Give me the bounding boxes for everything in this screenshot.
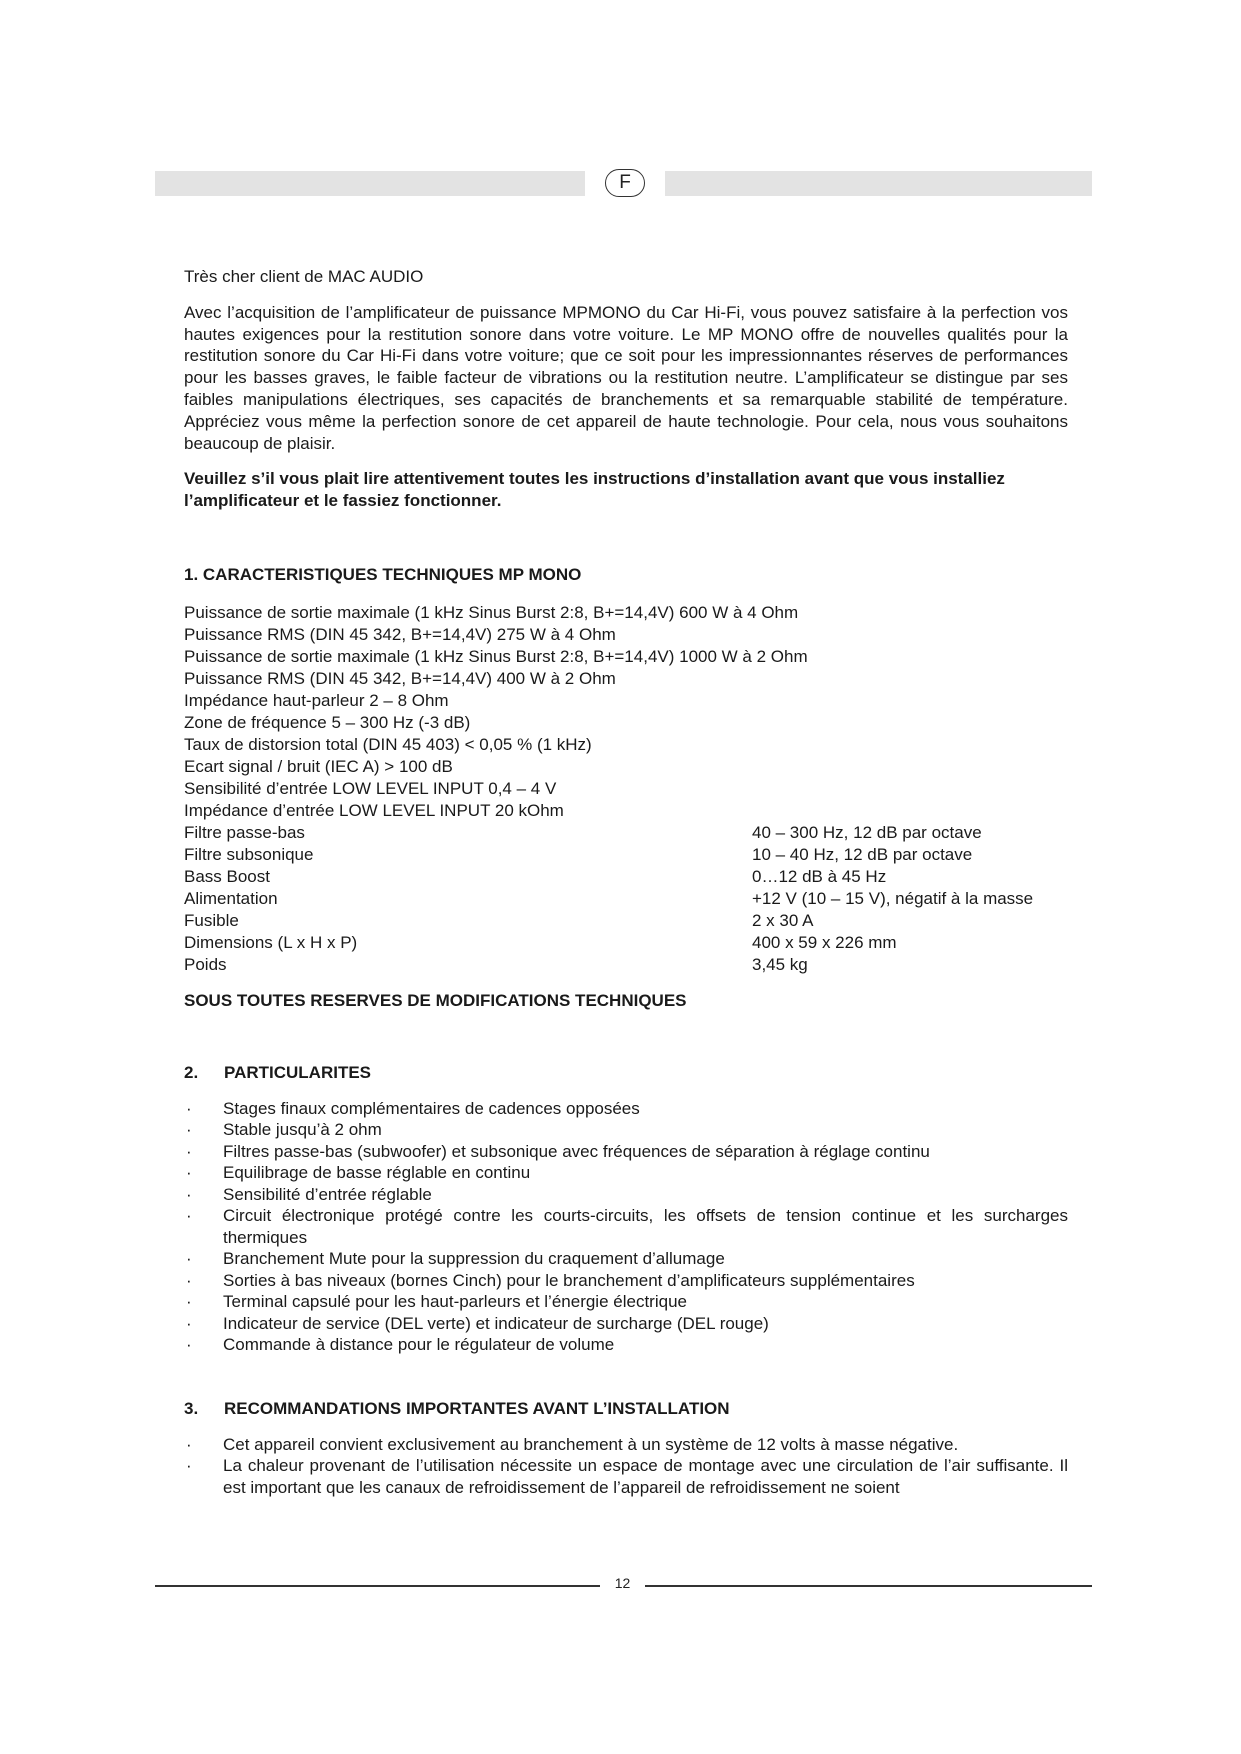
section-1-heading: 1. CARACTERISTIQUES TECHNIQUES MP MONO <box>184 564 582 584</box>
spec-value: 400 x 59 x 226 mm <box>752 932 897 952</box>
spec-line: Puissance RMS (DIN 45 342, B+=14,4V) 275 W à 4 Ohm <box>184 624 616 644</box>
spec-value: 10 – 40 Hz, 12 dB par octave <box>752 844 973 864</box>
spec-value: 0…12 dB à 45 Hz <box>752 866 887 886</box>
list-item: · Indicateur de service (DEL verte) et indicateur de surcharge (DEL rouge) <box>184 1313 1068 1335</box>
notice-paragraph: Veuillez s’il vous plait lire attentivement toutes les instructions d’installation avant que vous installiez l’amplificateur et le fassiez fonctionner. <box>184 469 1005 511</box>
spec-row <box>184 932 1068 954</box>
spec-label: Poids <box>184 954 227 974</box>
page-content <box>184 266 1068 1498</box>
spec-value: +12 V (10 – 15 V), négatif à la masse <box>752 888 1034 908</box>
list-item: · La chaleur provenant de l’utilisation nécessite un espace de montage avec une circulation de l’air suffisante. Il est important que les canaux de refroidissement de l’appareil de refroidissement ne soient <box>184 1455 1068 1498</box>
greeting: Très cher client de MAC AUDIO <box>184 267 424 286</box>
spec-row <box>184 866 1068 888</box>
spec-label: Dimensions (L x H x P) <box>184 932 358 952</box>
footer-rule-right <box>645 1585 1092 1587</box>
spec-row <box>184 888 1068 910</box>
spec-value: 3,45 kg <box>752 954 808 974</box>
spec-line: Impédance haut-parleur 2 – 8 Ohm <box>184 690 449 710</box>
section-title: PARTICULARITES <box>224 1062 372 1082</box>
spec-row <box>184 822 1068 844</box>
spec-line: Puissance de sortie maximale (1 kHz Sinus Burst 2:8, B+=14,4V) 1000 W à 2 Ohm <box>184 646 808 666</box>
spec-label: Filtre subsonique <box>184 844 314 864</box>
list-item: · Terminal capsulé pour les haut-parleurs et l’énergie électrique <box>184 1291 1068 1313</box>
list-item: · Stages finaux complémentaires de cadences opposées <box>184 1098 1068 1120</box>
section-3-heading <box>184 1398 1068 1420</box>
list-item: · Branchement Mute pour la suppression du craquement d’allumage <box>184 1248 1068 1270</box>
spec-row <box>184 910 1068 932</box>
section-number: 2. <box>184 1062 199 1082</box>
section-number: 3. <box>184 1398 199 1418</box>
spec-row <box>184 844 1068 866</box>
page-number: 12 <box>614 1575 631 1591</box>
spec-value: 40 – 300 Hz, 12 dB par octave <box>752 822 982 842</box>
spec-line: Impédance d’entrée LOW LEVEL INPUT 20 kOhm <box>184 800 564 820</box>
spec-label: Bass Boost <box>184 866 270 886</box>
spec-row <box>184 954 1068 976</box>
features-list <box>184 1098 1068 1356</box>
list-item: · Equilibrage de basse réglable en continu <box>184 1162 1068 1184</box>
recommendations-list <box>184 1434 1068 1499</box>
spec-label: Fusible <box>184 910 239 930</box>
list-item: · Commande à distance pour le régulateur de volume <box>184 1334 1068 1356</box>
intro-paragraph: Avec l’acquisition de l’amplificateur de puissance MPMONO du Car Hi-Fi, vous pouvez satisfaire à la perfection vos hautes exigences pour la restitution sonore dans votre voiture. Le MP MONO offre de nouvelles qualités pour la restitution sonore du Car Hi-Fi dans votre voiture; que ce soit pour les impressionnantes réserves de performances pour les basses graves, le faible facteur de vibrations ou la restitution neutre. L’amplificateur se distingue par ses faibles manipulations électriques, ses capacités de branchements et sa remarquable stabilité de température. Appréciez vous même la perfection sonore de cet appareil de haute technologie. Pour cela, nous vous souhaitons beaucoup de plaisir. <box>184 302 1068 453</box>
spec-line: Ecart signal / bruit (IEC A) > 100 dB <box>184 756 453 776</box>
spec-line: Zone de fréquence 5 – 300 Hz (-3 dB) <box>184 712 471 732</box>
spec-list <box>184 602 1068 976</box>
section-2-heading <box>184 1062 1068 1084</box>
spec-label: Alimentation <box>184 888 278 908</box>
list-item: · Stable jusqu’à 2 ohm <box>184 1119 1068 1141</box>
list-item: · Sorties à bas niveaux (bornes Cinch) pour le branchement d’amplificateurs supplémentaires <box>184 1270 1068 1292</box>
language-badge: F <box>605 169 645 197</box>
list-item: · Filtres passe-bas (subwoofer) et subsonique avec fréquences de séparation à réglage continu <box>184 1141 1068 1163</box>
spec-line: Puissance de sortie maximale (1 kHz Sinus Burst 2:8, B+=14,4V) 600 W à 4 Ohm <box>184 602 799 622</box>
list-item: · Circuit électronique protégé contre les courts-circuits, les offsets de tension continue et les surcharges thermiques <box>184 1205 1068 1248</box>
spec-line: Taux de distorsion total (DIN 45 403) < 0,05 % (1 kHz) <box>184 734 592 754</box>
footer-rule-left <box>155 1585 600 1587</box>
spec-line: Puissance RMS (DIN 45 342, B+=14,4V) 400 W à 2 Ohm <box>184 668 616 688</box>
reserve-notice: SOUS TOUTES RESERVES DE MODIFICATIONS TECHNIQUES <box>184 990 687 1010</box>
list-item: · Cet appareil convient exclusivement au branchement à un système de 12 volts à masse négative. <box>184 1434 1068 1456</box>
spec-value: 2 x 30 A <box>752 910 814 930</box>
spec-label: Filtre passe-bas <box>184 822 305 842</box>
list-item: · Sensibilité d’entrée réglable <box>184 1184 1068 1206</box>
section-title: RECOMMANDATIONS IMPORTANTES AVANT L’INSTALLATION <box>224 1398 730 1418</box>
spec-line: Sensibilité d’entrée LOW LEVEL INPUT 0,4 – 4 V <box>184 778 557 798</box>
